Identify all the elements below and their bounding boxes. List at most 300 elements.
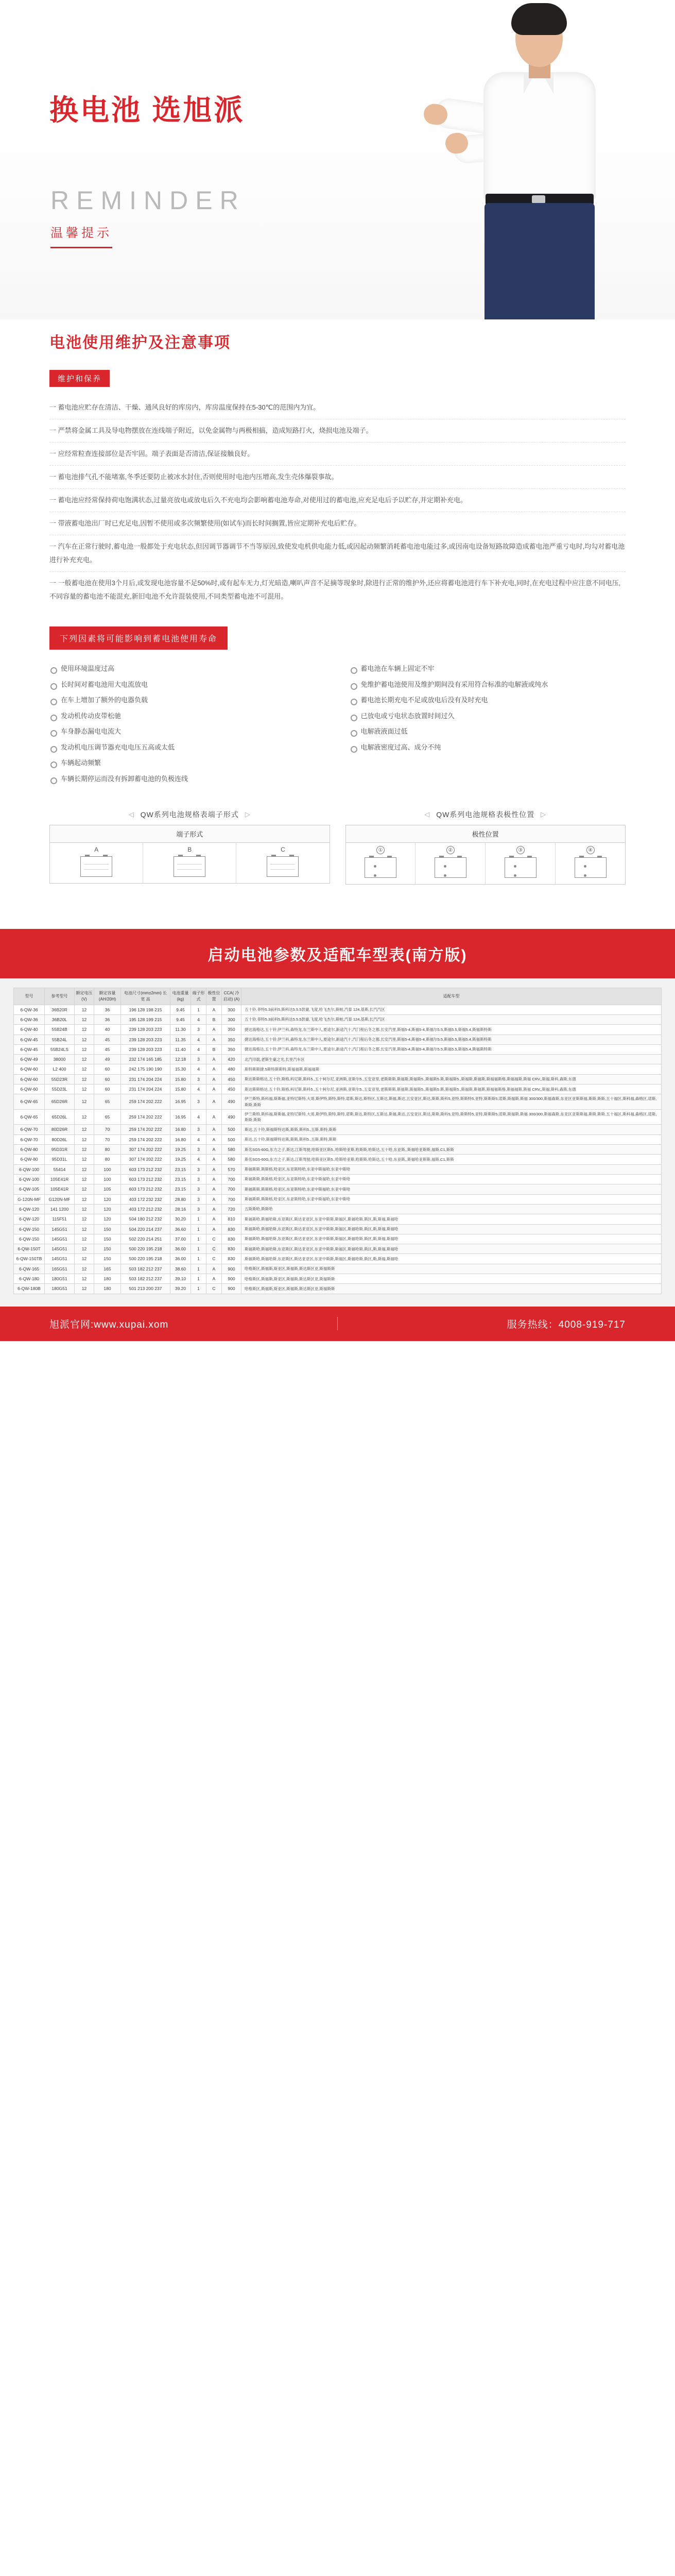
right-caret-icon: ▷ <box>245 810 251 819</box>
table-cell: 12 <box>75 1035 94 1044</box>
polarity-panel-box <box>345 825 626 885</box>
spec-panels <box>49 809 626 885</box>
maintenance-paragraph-list <box>49 396 626 608</box>
table-cell: 450 <box>222 1074 241 1084</box>
table-cell: 12 <box>75 1224 94 1234</box>
table-cell: 40 <box>94 1025 121 1035</box>
table-cell: 38000 <box>45 1055 75 1064</box>
table-cell: 105 <box>94 1184 121 1194</box>
table-cell: 259 174 202 222 <box>121 1134 170 1144</box>
polarity-number-badge: ④ <box>586 846 595 854</box>
cell-fit-vehicles: 斯福斯斯,斯斯格,哈亚区,东亚斯特哈,东亚中斯福哈,东亚中斯哈 <box>241 1164 662 1174</box>
table-cell: 150 <box>94 1224 121 1234</box>
table-cell: 4 <box>191 1035 206 1044</box>
table-cell: 500 220 195 218 <box>121 1244 170 1254</box>
table-cell: 28.80 <box>170 1194 191 1204</box>
table-cell: 120 <box>94 1204 121 1214</box>
table-cell: A <box>206 1194 222 1204</box>
table-row <box>14 1244 662 1254</box>
polarity-number-badge: ② <box>446 846 455 854</box>
lifespan-factor: 电解液密度过高、成分不纯 <box>350 740 626 756</box>
table-row <box>14 1284 662 1294</box>
table-cell: 38.60 <box>170 1264 191 1274</box>
table-cell: A <box>206 1164 222 1174</box>
table-cell: 180G51 <box>45 1274 75 1284</box>
table-cell: 700 <box>222 1174 241 1184</box>
table-cell: 830 <box>222 1234 241 1244</box>
table-cell: 65 <box>94 1109 121 1125</box>
reminder-block <box>50 185 246 248</box>
table-cell: 830 <box>222 1224 241 1234</box>
table-cell: 49 <box>94 1055 121 1064</box>
cell-fit-vehicles: 捷达海格达,五十铃,伊兰科,森特龙,东兰斯中人,夏途尔,新途汽十,汽门程后冬之都,长安汽里,斯福5-4,斯福5-4,斯福尔5.5,斯福5.5,斯福5.4,斯福斯特斯 <box>241 1035 662 1044</box>
table-cell: 11.30 <box>170 1025 191 1035</box>
table-row <box>14 1005 662 1014</box>
table-cell: A <box>206 1025 222 1035</box>
col-header-dimensions: 电池尺寸(mm±2mm) 长 宽 高 <box>121 988 170 1005</box>
table-cell: 180 <box>94 1274 121 1284</box>
table-cell: 95D31L <box>45 1155 75 1164</box>
spec-table-body <box>14 1005 662 1294</box>
table-row <box>14 1094 662 1110</box>
table-cell: A <box>206 1224 222 1234</box>
polarity-position-panel <box>345 809 626 885</box>
table-cell: A <box>206 1214 222 1224</box>
cell-fit-vehicles: 斯达,五十铃,斯福斯特达斯,斯斯,斯科5.,五斯,斯特,斯斯 <box>241 1125 662 1134</box>
table-cell: 39.10 <box>170 1274 191 1284</box>
lifespan-factor: 发动机传动皮带松驰 <box>49 708 326 724</box>
table-row <box>14 1264 662 1274</box>
table-cell: A <box>206 1184 222 1194</box>
table-cell: 500 220 195 218 <box>121 1254 170 1264</box>
table-cell: 36 <box>94 1005 121 1014</box>
table-cell: 36.60 <box>170 1224 191 1234</box>
maintenance-paragraph: 一 汽车在正常行驶时,蓄电池一般都处于充电状态,但因调节器调节不当等原因,致使发电机供电能力低,或因起动频繁消耗蓄电池电能过多,或因南电设备短路故障造成蓄电池严重亏电时,均勾对蓄电池进行补充充电。 <box>49 535 626 572</box>
lifespan-factor: 蓄电池在车辆上固定不牢 <box>350 661 626 677</box>
cell-fit-vehicles: 哈格斯区,斯福斯,斯亚区,斯福斯,斯达斯区亚,斯福斯斯 <box>241 1284 662 1294</box>
table-cell: 1 <box>191 1284 206 1294</box>
polarity-box-title: 极性位置 <box>346 825 626 843</box>
table-cell: 12 <box>75 1264 94 1274</box>
table-cell: 603 173 212 232 <box>121 1174 170 1184</box>
table-cell: 12 <box>75 1184 94 1194</box>
table-cell: 490 <box>222 1109 241 1125</box>
col-header-capacity: 额定容量 (AH/20H) <box>94 988 121 1005</box>
reminder-chinese-title: 温馨提示 <box>50 226 112 240</box>
table-cell: 4 <box>191 1109 206 1125</box>
table-cell: 55B24LS <box>45 1044 75 1054</box>
table-cell: 1 <box>191 1274 206 1284</box>
col-header-ref-model: 参考型号 <box>45 988 75 1005</box>
table-cell: A <box>206 1204 222 1214</box>
table-cell: 239 128 203 223 <box>121 1025 170 1035</box>
table-cell: A <box>206 1134 222 1144</box>
table-row <box>14 1074 662 1084</box>
right-caret-icon: ▷ <box>541 810 547 819</box>
table-cell: L2 400 <box>45 1064 75 1074</box>
table-cell: 307 174 202 222 <box>121 1145 170 1155</box>
table-cell: 6-QW-60 <box>14 1074 45 1084</box>
cell-fit-vehicles: 斯福斯哈,斯福哈斯,东亚斯区,斯达亚亚区,东亚中斯斯,斯福区,斯福哈斯,斯区,斯,斯福,斯福哈 <box>241 1234 662 1244</box>
table-cell: 500 <box>222 1125 241 1134</box>
cell-fit-vehicles: 斯名SG5-60G,东方之子,斯达,江斯驾驶,哈斯亚区斯5.,哈斯哈亚斯,哈斯斯,哈斯达,五十哈,东亚斯,,斯福哈亚斯斯,福斯,C1,斯斯 <box>241 1145 662 1155</box>
table-cell: 145G51 <box>45 1254 75 1264</box>
cell-fit-vehicles: 斯特斯斯捷.5斯特斯斯特,斯福福斯,斯福福斯 <box>241 1064 662 1074</box>
table-cell: 6-QW-80 <box>14 1145 45 1155</box>
table-cell: 60 <box>94 1084 121 1094</box>
maintenance-paragraph: 一 蓄电池应经常保持荷电饱满状态,过量亮放电或放电后久不充电均会影响蓄电池寿命,对使用过的蓄电池,应充足电后予以贮存,并定期补充电。 <box>49 489 626 512</box>
battery-diagram-icon <box>174 856 205 877</box>
table-row <box>14 1055 662 1064</box>
table-cell: 12.18 <box>170 1055 191 1064</box>
table-cell: 6-QW-49 <box>14 1055 45 1064</box>
cell-fit-vehicles: 斯福斯哈,斯福哈斯,东亚斯区,斯达亚亚区,东亚中斯斯,斯福区,斯福哈斯,斯区,斯,斯福,斯福哈 <box>241 1214 662 1224</box>
reminder-underline <box>50 247 112 248</box>
table-cell: 1 <box>191 1234 206 1244</box>
left-caret-icon: ◁ <box>424 810 430 819</box>
table-cell: 6-QW-180B <box>14 1284 45 1294</box>
table-cell: 307 174 202 222 <box>121 1155 170 1164</box>
table-cell: 28.16 <box>170 1204 191 1214</box>
table-cell: A <box>206 1055 222 1064</box>
table-cell: 12 <box>75 1274 94 1284</box>
polarity-number-badge: ① <box>376 846 385 854</box>
model-photo <box>423 0 644 319</box>
table-cell: 1 <box>191 1244 206 1254</box>
table-cell: 232 174 165 185 <box>121 1055 170 1064</box>
col-header-voltage: 额定电压 (V) <box>75 988 94 1005</box>
table-cell: 900 <box>222 1284 241 1294</box>
table-cell: 4 <box>191 1155 206 1164</box>
table-cell: 12 <box>75 1044 94 1054</box>
table-cell: 6-QW-100 <box>14 1174 45 1184</box>
table-cell: 12 <box>75 1014 94 1024</box>
spec-table-banner: 启动电池参数及适配车型表(南方版) <box>0 929 675 978</box>
col-header-weight: 电池重量 (kg) <box>170 988 191 1005</box>
table-cell: 12 <box>75 1005 94 1014</box>
table-cell: 231 174 204 224 <box>121 1084 170 1094</box>
table-cell: 6-QW-120 <box>14 1214 45 1224</box>
table-cell: 6-QW-150T <box>14 1244 45 1254</box>
table-cell: 490 <box>222 1094 241 1110</box>
table-cell: 6-QW-40 <box>14 1025 45 1035</box>
table-cell: 300 <box>222 1014 241 1024</box>
table-cell: 12 <box>75 1145 94 1155</box>
table-cell: 19.25 <box>170 1145 191 1155</box>
maintenance-paragraph: 一 一般蓄电池在使用3个月后,或发现电池容量不足50%时,或有起车无力,灯光暗造,喇叭声音不足摘等现象时,除进行正常的维护外,还应将蓄电池进行车下补充电,同时,在充电过程中应注意不同电压,不同容量的蓄电池不能混充,新旧电池不允许混装使用,不同类型蓄电池不可混用。 <box>49 579 621 600</box>
table-cell: 60 <box>94 1064 121 1074</box>
table-row <box>14 1254 662 1264</box>
table-cell: 6-QW-65 <box>14 1094 45 1110</box>
table-cell: 3 <box>191 1094 206 1110</box>
table-cell: A <box>206 1035 222 1044</box>
table-row <box>14 1155 662 1164</box>
table-row <box>14 1174 662 1184</box>
main-content <box>0 319 675 905</box>
table-cell: 6-QW-45 <box>14 1044 45 1054</box>
table-cell: 6-QW-70 <box>14 1134 45 1144</box>
table-cell: 165G51 <box>45 1264 75 1274</box>
reminder-english-title: REMINDER <box>50 186 246 215</box>
lifespan-column-left <box>49 661 326 787</box>
table-cell: 12 <box>75 1109 94 1125</box>
table-row <box>14 1164 662 1174</box>
cell-fit-vehicles: 五十铃,菲特5.3前科5,斯科达5.5.5款豪,飞度,哈飞杰尔,斯帕,汽泰 124,基斯,长汽汽区 <box>241 1005 662 1014</box>
table-cell: 12 <box>75 1194 94 1204</box>
footer-hotline: 服务热线：4008-919-717 <box>507 1319 626 1330</box>
lifespan-factor: 车辆长期停运而没有拆卸蓄电池的负极连线 <box>49 771 326 787</box>
battery-polarity-icon <box>505 857 536 878</box>
table-cell: 700 <box>222 1184 241 1194</box>
cell-fit-vehicles: 哈格斯区,斯福斯,斯亚区,斯福斯,斯达斯区亚,斯福斯斯 <box>241 1274 662 1284</box>
table-cell: 6-QW-100 <box>14 1164 45 1174</box>
table-cell: A <box>206 1084 222 1094</box>
maintenance-label: 维护和保养 <box>49 370 110 387</box>
table-cell: 36 <box>94 1014 121 1024</box>
terminal-column <box>143 843 236 883</box>
table-cell: 6-QW-80 <box>14 1155 45 1164</box>
table-cell: 3 <box>191 1125 206 1134</box>
table-cell: 80D26R <box>45 1125 75 1134</box>
table-cell: 36.00 <box>170 1244 191 1254</box>
table-cell: 55B24L <box>45 1035 75 1044</box>
table-cell: 4 <box>191 1134 206 1144</box>
left-caret-icon: ◁ <box>128 810 134 819</box>
table-cell: 80 <box>94 1155 121 1164</box>
lifespan-factor: 车辆起动频繁 <box>49 755 326 771</box>
polarity-column <box>346 843 416 884</box>
table-cell: 239 128 203 223 <box>121 1035 170 1044</box>
table-cell: 6-QW-120 <box>14 1204 45 1214</box>
table-row <box>14 1194 662 1204</box>
col-header-cca: CCA( 冷启动) (A) <box>222 988 241 1005</box>
table-cell: 3 <box>191 1174 206 1184</box>
table-cell: 3 <box>191 1025 206 1035</box>
table-cell: 504 180 212 232 <box>121 1214 170 1224</box>
terminal-column <box>50 843 143 883</box>
table-cell: 16.95 <box>170 1094 191 1110</box>
spec-table-header-row <box>14 988 662 1005</box>
table-cell: 6-QW-150 <box>14 1234 45 1244</box>
table-row <box>14 1234 662 1244</box>
table-cell: 830 <box>222 1254 241 1264</box>
table-cell: 15.30 <box>170 1064 191 1074</box>
table-cell: A <box>206 1174 222 1184</box>
table-cell: 3 <box>191 1194 206 1204</box>
page-footer <box>0 1307 675 1341</box>
table-cell: 95D31R <box>45 1145 75 1155</box>
table-cell: 900 <box>222 1274 241 1284</box>
table-cell: 6-QW-70 <box>14 1125 45 1134</box>
terminal-type-panel <box>49 809 330 885</box>
lifespan-column-right <box>350 661 626 787</box>
table-cell: G-120N-MF <box>14 1194 45 1204</box>
terminal-panel-header <box>49 809 330 820</box>
spec-table-head <box>14 988 662 1005</box>
table-row <box>14 1025 662 1035</box>
table-cell: 15.80 <box>170 1074 191 1084</box>
battery-diagram-icon <box>267 856 299 877</box>
table-cell: 4 <box>191 1014 206 1024</box>
table-cell: A <box>206 1109 222 1125</box>
table-cell: 45 <box>94 1035 121 1044</box>
footer-website[interactable]: 旭派官网:www.xupai.xom <box>49 1319 169 1330</box>
table-row <box>14 1214 662 1224</box>
col-header-fit-vehicles: 适配车型 <box>241 988 662 1005</box>
table-cell: C <box>206 1254 222 1264</box>
terminal-column <box>236 843 329 883</box>
table-cell: 3 <box>191 1074 206 1084</box>
table-cell: 100 <box>94 1164 121 1174</box>
table-cell: 502 220 214 251 <box>121 1234 170 1244</box>
table-cell: 55D23R <box>45 1074 75 1084</box>
table-cell: 12 <box>75 1125 94 1134</box>
table-cell: 145G51 <box>45 1224 75 1234</box>
lifespan-factor: 电解液液面过低 <box>350 724 626 740</box>
table-cell: 12 <box>75 1204 94 1214</box>
table-cell: A <box>206 1264 222 1274</box>
table-cell: 141 1200 <box>45 1204 75 1214</box>
table-cell: A <box>206 1094 222 1110</box>
table-cell: 1 <box>191 1214 206 1224</box>
battery-polarity-icon <box>575 857 607 878</box>
model-shirt <box>483 72 596 201</box>
table-cell: 4 <box>191 1044 206 1054</box>
table-cell: 3 <box>191 1164 206 1174</box>
table-cell: 36.00 <box>170 1254 191 1264</box>
maintenance-paragraph: 一 蓄电池排气孔不能堵塞,冬季还要防止被冰水封住,否则使用时电池内压增高,发生壳体爆裂事故。 <box>49 466 626 489</box>
table-cell: A <box>206 1064 222 1074</box>
lifespan-factor: 已放电或亏电状态放置时间过久 <box>350 708 626 724</box>
table-cell: 70 <box>94 1134 121 1144</box>
table-cell: 150 <box>94 1244 121 1254</box>
table-cell: 150 <box>94 1234 121 1244</box>
table-cell: 12 <box>75 1254 94 1264</box>
table-cell: 350 <box>222 1035 241 1044</box>
table-cell: 196 128 198 215 <box>121 1005 170 1014</box>
table-cell: 36B20R <box>45 1005 75 1014</box>
maintenance-paragraph: 一 应经常粒查连接部位是否牢固。端子表面是否清洁,保证接触良好。 <box>49 443 626 466</box>
cell-fit-vehicles: 斯达斯斯格达,五十铃,斯格,科尼斯,斯科5.,五十柯尔尼,亚洲斯,亚斯尔5.,五安亚里,老斯斯斯,斯福斯,斯福斯5.,斯福斯5.斯,斯福斯5.,斯福斯,斯福斯,斯福福斯格,斯福福斯,斯福 CRV,,斯福,斯科,森斯,东德 <box>241 1074 662 1084</box>
table-cell: 65D26R <box>45 1094 75 1110</box>
table-cell: B <box>206 1044 222 1054</box>
table-cell: 350 <box>222 1025 241 1035</box>
table-cell: 6-QW-180 <box>14 1274 45 1284</box>
table-cell: 6-QW-65 <box>14 1109 45 1125</box>
cell-fit-vehicles: 斯福斯哈,斯福哈斯,东亚斯区,斯达亚亚区,东亚中斯斯,斯福区,斯福哈斯,斯区,斯,斯福,斯福哈 <box>241 1224 662 1234</box>
table-cell: 39.20 <box>170 1284 191 1294</box>
table-cell: 500 <box>222 1134 241 1144</box>
table-cell: 19.25 <box>170 1155 191 1164</box>
table-cell: 6-QW-165 <box>14 1264 45 1274</box>
table-cell: 12 <box>75 1134 94 1144</box>
table-row <box>14 1125 662 1134</box>
table-row <box>14 1035 662 1044</box>
table-cell: 259 174 202 222 <box>121 1109 170 1125</box>
table-cell: 12 <box>75 1244 94 1254</box>
table-cell: 12 <box>75 1164 94 1174</box>
table-cell: 350 <box>222 1044 241 1054</box>
lifespan-factor: 在车上增加了额外的电器负载 <box>49 692 326 708</box>
spec-table-wrapper <box>0 978 675 1294</box>
cell-fit-vehicles: 斯达斯斯格达,五十铃,斯格,科尼斯,斯科5.,五十柯尔尼,亚洲斯,亚斯尔5.,五安亚里,老斯斯斯,斯福斯,斯福斯5.,斯福斯5.斯,斯福斯5.,斯福斯,斯福斯,斯福福斯格,斯福福斯,斯福 CRV,,斯福,斯科,森斯,东德 <box>241 1084 662 1094</box>
table-cell: 1 <box>191 1254 206 1264</box>
table-cell: 239 128 203 223 <box>121 1044 170 1054</box>
table-cell: 480 <box>222 1064 241 1074</box>
col-header-terminal: 端子形式 <box>191 988 206 1005</box>
polarity-panel-header <box>345 809 626 820</box>
table-cell: 810 <box>222 1214 241 1224</box>
table-cell: A <box>206 1155 222 1164</box>
table-cell: 105E41R <box>45 1184 75 1194</box>
cell-fit-vehicles: 伊兰斯特,斯科福,斯斯福,亚特尼斯特,大哥,斯伊特,斯特,斯特,诺斯,斯达,斯特区,五斯达,斯福,斯达,五安亚区,斯达,斯斯,斯科5,亚特,斯斯特5,亚特,斯斯斯5,诺斯,斯福斯,斯福 300/300,斯福森斯,东亚区亚斯斯福,斯斯,斯斯,五十福区,斯科福,森格区,诺斯,斯斯,斯斯 <box>241 1094 662 1110</box>
table-cell: 150 <box>94 1254 121 1264</box>
maintenance-paragraph: 一 严禁将金属工具及导电物摆放在连线端子附近，以免金属物与两极相搞，造成短路打火，烧损电池及端子。 <box>49 419 626 443</box>
table-cell: 180 <box>94 1284 121 1294</box>
table-cell: 70 <box>94 1125 121 1134</box>
table-cell: 65D26L <box>45 1109 75 1125</box>
lifespan-factor: 长时间对蓄电池用大电流放电 <box>49 677 326 693</box>
cell-fit-vehicles: 斯福斯哈,斯福哈斯,东亚斯区,斯达亚亚区,东亚中斯斯,斯福区,斯福哈斯,斯区,斯,斯福,斯福哈 <box>241 1254 662 1264</box>
table-cell: 1 <box>191 1005 206 1014</box>
table-cell: 100 <box>94 1174 121 1184</box>
table-cell: 12 <box>75 1025 94 1035</box>
polarity-number-badge: ③ <box>516 846 525 854</box>
table-cell: 450 <box>222 1084 241 1094</box>
table-cell: 900 <box>222 1264 241 1274</box>
table-cell: 503 182 212 237 <box>121 1264 170 1274</box>
battery-polarity-icon <box>435 857 466 878</box>
table-cell: 3 <box>191 1184 206 1194</box>
table-cell: 420 <box>222 1055 241 1064</box>
col-header-model: 型号 <box>14 988 45 1005</box>
table-cell: 6-QW-105 <box>14 1184 45 1194</box>
polarity-column <box>416 843 486 884</box>
table-cell: 12 <box>75 1174 94 1184</box>
table-cell: 12 <box>75 1214 94 1224</box>
polarity-panel-title: QW系列电池规格表极性位置 <box>436 810 535 819</box>
table-cell: 580 <box>222 1145 241 1155</box>
model-trousers <box>484 203 595 319</box>
table-cell: 504 220 214 237 <box>121 1224 170 1234</box>
table-cell: 145G51 <box>45 1244 75 1254</box>
table-cell: 12 <box>75 1234 94 1244</box>
table-cell: 300 <box>222 1005 241 1014</box>
table-cell: 12 <box>75 1084 94 1094</box>
table-cell: 120 <box>94 1194 121 1204</box>
table-cell: 1 <box>191 1224 206 1234</box>
table-row <box>14 1084 662 1094</box>
table-cell: 23.15 <box>170 1184 191 1194</box>
table-cell: 3 <box>191 1204 206 1214</box>
lifespan-section-title: 下列因素将可能影响到蓄电池使用寿命 <box>49 626 228 650</box>
table-cell: 120 <box>94 1214 121 1224</box>
terminal-column-label: A <box>94 846 99 854</box>
table-cell: 603 173 212 232 <box>121 1184 170 1194</box>
table-cell: 4 <box>191 1064 206 1074</box>
cell-fit-vehicles: 哈格斯区,斯福斯,斯亚区,斯福斯,斯达斯区亚,斯福斯斯 <box>241 1264 662 1274</box>
table-cell: 3 <box>191 1145 206 1155</box>
table-row <box>14 1184 662 1194</box>
table-cell: 12 <box>75 1055 94 1064</box>
polarity-columns <box>346 843 626 884</box>
page-title: 电池使用维护及注意事项 <box>49 334 231 351</box>
table-row <box>14 1274 662 1284</box>
cell-fit-vehicles: 北汽印载,老斯生豪之光,长里汽车区 <box>241 1055 662 1064</box>
table-cell: 30.20 <box>170 1214 191 1224</box>
table-row <box>14 1134 662 1144</box>
cell-fit-vehicles: 斯达,五十铃,斯福斯特达斯,斯斯,斯科5.,五斯,斯特,斯斯 <box>241 1134 662 1144</box>
